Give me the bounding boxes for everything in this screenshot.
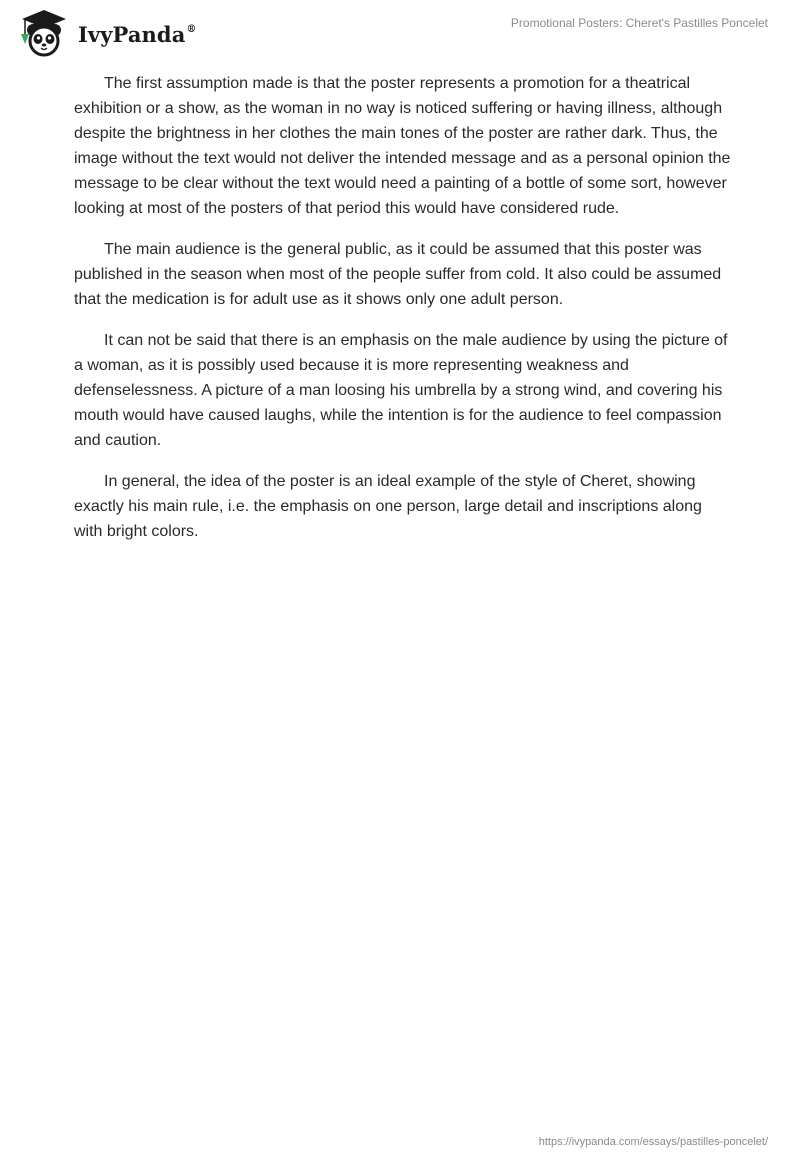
ivypanda-logo[interactable]: [16, 8, 197, 58]
registered-mark: ®: [186, 23, 197, 35]
brand-name: [78, 22, 197, 47]
panda-graduate-icon: [16, 8, 72, 58]
page-header: [0, 0, 800, 60]
essay-paragraph: The main audience is the general public, as it could be assumed that this poster was published in the season when most of the people suffer from cold. It also could be assumed that the medication is for adult use as it shows only one adult person.: [74, 241, 722, 308]
essay-paragraph: It can not be said that there is an emphasis on the male audience by using the picture of a woman, as it is possibly used because it is more representing weakness and defenselessness. A picture of a man loosing his umbrella by a strong wind, and covering his mouth would have caused laughs, while the intention is for the audience to feel compassion and caution.: [74, 332, 728, 449]
document-title: Promotional Posters: Cheret's Pastilles Poncelet: [510, 16, 768, 30]
brand-name-text: IvyPanda: [78, 21, 186, 47]
source-url[interactable]: https://ivypanda.com/essays/pastilles-poncelet/: [538, 1136, 768, 1148]
essay-paragraph: In general, the idea of the poster is an ideal example of the style of Cheret, showing exactly his main rule, i.e. the emphasis on one person, large detail and inscriptions along with bright colors.: [74, 473, 702, 540]
essay-paragraph: The first assumption made is that the poster represents a promotion for a theatrical exhibition or a show, as the woman in no way is noticed suffering or having illness, although despite the brightness in her clothes the main tones of the poster are rather dark. Thus, the image without the text would not deliver the intended message and as a personal opinion the message to be clear without the text would need a painting of a bottle of some sort, however looking at most of the posters of that period this would have considered rude.: [74, 75, 731, 217]
essay-body: [74, 71, 734, 560]
